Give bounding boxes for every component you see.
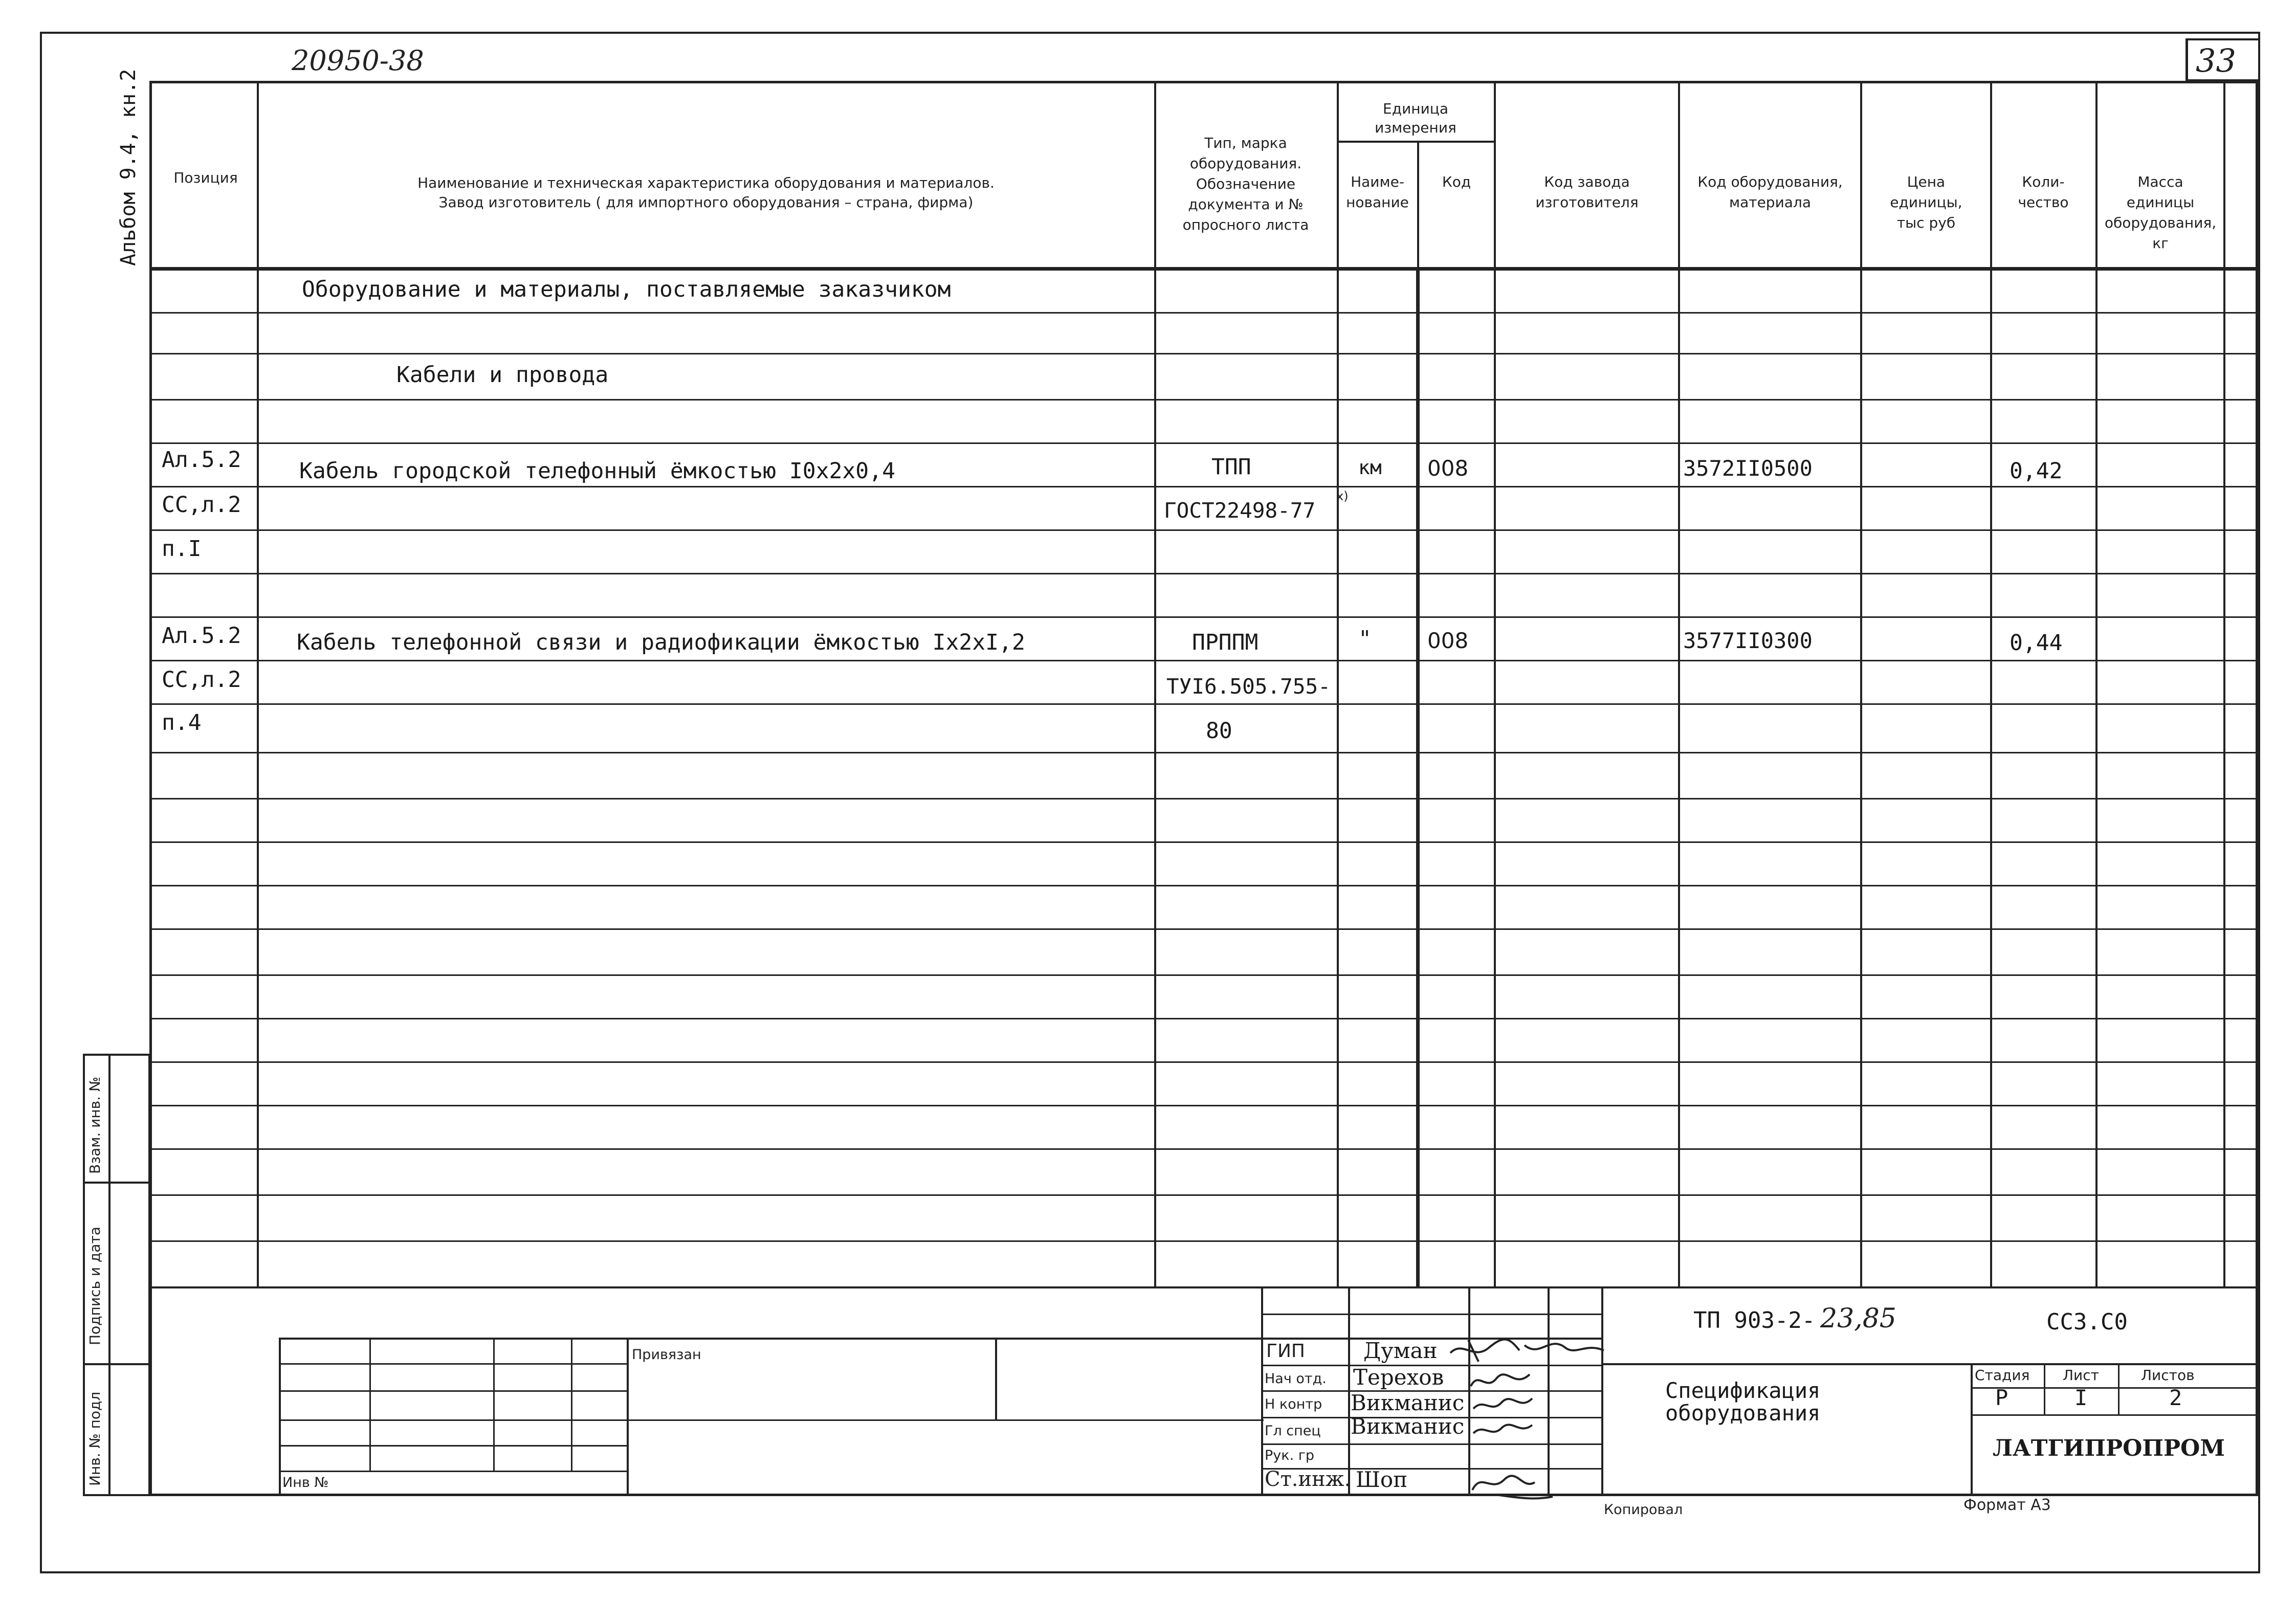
item2-type1: ПРППМ	[1192, 630, 1259, 655]
col-type-l2: оборудования.	[1189, 155, 1302, 172]
col-price-l1: Цена	[1907, 173, 1946, 190]
signature-gip	[1448, 1330, 1606, 1366]
col-price-l3: тыс руб	[1896, 214, 1956, 231]
organization: ЛАТГИПРОПРОМ	[1993, 1435, 2225, 1461]
subsection-title: Кабели и провода	[396, 362, 609, 388]
col-equip-code-l2: материала	[1729, 194, 1811, 211]
side-inv-label: Инв. № подл	[86, 1391, 103, 1486]
col-type-l5: опросного листа	[1182, 216, 1309, 233]
role-st-inzh: Ст.инж.	[1265, 1467, 1351, 1491]
signature-shop	[1468, 1467, 1555, 1503]
side-vzam-label: Взам. инв. №	[86, 1076, 103, 1174]
col-unit-code: Код	[1442, 173, 1471, 190]
item1-pos2: СС,л.2	[162, 492, 241, 518]
col-name-line1: Наименование и техническая характеристика оборудования и материалов.	[417, 174, 995, 191]
item1-qty: 0,42	[2010, 458, 2063, 484]
item2-pos3: п.4	[162, 710, 202, 736]
page-number: 33	[2196, 42, 2236, 79]
name-gip: Думан	[1363, 1338, 1438, 1363]
doc-title-line1: Спецификация	[1665, 1378, 1821, 1403]
col-mass-l3: оборудования,	[2104, 214, 2217, 231]
item2-name: Кабель телефонной связи и радиофикации ёмкостью Ix2xI,2	[297, 630, 1025, 655]
project-code: ТП 903-2-	[1693, 1307, 1816, 1333]
stage-value: Р	[1995, 1385, 2008, 1410]
item1-equip-code: 3572II0500	[1683, 456, 1813, 481]
item2-unit: "	[1358, 626, 1372, 652]
signature-vikmanis-1	[1471, 1393, 1537, 1417]
stage-label: Стадия	[1975, 1367, 2030, 1384]
col-unit-l2: измерения	[1375, 119, 1456, 136]
album-label: Альбом 9.4, кн.2	[117, 69, 140, 266]
item2-type2: ТУI6.505.755-	[1166, 674, 1331, 699]
name-n-kontr: Викманис	[1351, 1390, 1465, 1415]
item1-type2: ГОСТ22498-77	[1164, 498, 1316, 523]
item1-pos3: п.I	[162, 536, 202, 562]
signature-terekhov	[1468, 1368, 1535, 1394]
item2-type3: 80	[1206, 718, 1232, 744]
sheet-value: I	[2074, 1385, 2088, 1410]
col-factory-l2: изготовителя	[1535, 194, 1639, 211]
section-title: Оборудование и материалы, поставляемые заказчиком	[302, 277, 951, 302]
role-nach-otd: Нач отд.	[1265, 1371, 1327, 1387]
doc-code: СС3.С0	[2046, 1309, 2128, 1335]
privyazan-label: Привязан	[632, 1347, 701, 1363]
item2-pos1: Ал.5.2	[162, 623, 241, 649]
col-price-l2: единицы,	[1890, 194, 1962, 211]
item1-unit: км	[1358, 456, 1382, 479]
role-gl-spec: Гл спец	[1265, 1423, 1321, 1439]
role-n-kontr: Н контр	[1265, 1396, 1322, 1412]
item1-type2-mark: x)	[1336, 489, 1349, 503]
name-nach-otd: Терехов	[1353, 1365, 1444, 1390]
item2-equip-code: 3577II0300	[1683, 628, 1813, 653]
item2-qty: 0,44	[2010, 630, 2063, 656]
col-position: Позиция	[173, 169, 238, 186]
signature-vikmanis-2	[1471, 1419, 1537, 1442]
project-code-hand: 23,85	[1820, 1303, 1896, 1334]
copied-label: Копировал	[1604, 1502, 1683, 1518]
col-unit-name-l1: Наиме-	[1351, 173, 1404, 190]
name-st-inzh: Шоп	[1356, 1467, 1408, 1492]
col-type-l4: документа и №	[1188, 196, 1304, 213]
name-gl-spec: Викманис	[1351, 1414, 1465, 1439]
inv-no-label: Инв №	[282, 1475, 329, 1491]
col-type-l1: Тип, марка	[1204, 135, 1287, 151]
role-gip: ГИП	[1266, 1341, 1305, 1362]
item1-type1: ТПП	[1211, 454, 1251, 480]
doc-title-line2: оборудования	[1665, 1400, 1821, 1426]
item2-unit-code: 008	[1427, 628, 1469, 653]
col-mass-l1: Масса	[2137, 173, 2183, 190]
col-factory-l1: Код завода	[1544, 173, 1630, 190]
role-ruk-gr: Рук. гр	[1265, 1448, 1315, 1463]
col-qty-l2: чество	[2018, 194, 2069, 211]
col-unit-name-l2: нование	[1346, 194, 1409, 211]
col-type-l3: Обозначение	[1196, 175, 1296, 192]
side-podpis-label: Подпись и дата	[86, 1227, 103, 1345]
item1-name: Кабель городской телефонный ёмкостью I0x2x0,4	[299, 458, 895, 484]
item1-unit-code: 008	[1427, 456, 1469, 481]
item1-pos1: Ал.5.2	[162, 447, 241, 473]
doc-number: 20950-38	[292, 45, 424, 77]
item2-pos2: СС,л.2	[162, 667, 241, 693]
col-equip-code-l1: Код оборудования,	[1697, 173, 1843, 190]
col-mass-l2: единицы	[2126, 194, 2195, 211]
sheets-value: 2	[2169, 1385, 2182, 1410]
col-mass-l4: кг	[2152, 235, 2169, 252]
sheet-label: Лист	[2063, 1367, 2099, 1384]
col-name-line2: Завод изготовитель ( для импортного оборудования – страна, фирма)	[438, 194, 974, 211]
col-unit-l1: Единица	[1383, 100, 1448, 117]
format-label: Формат А3	[1963, 1496, 2051, 1514]
sheets-label: Листов	[2141, 1367, 2195, 1384]
col-qty-l1: Коли-	[2022, 173, 2065, 190]
